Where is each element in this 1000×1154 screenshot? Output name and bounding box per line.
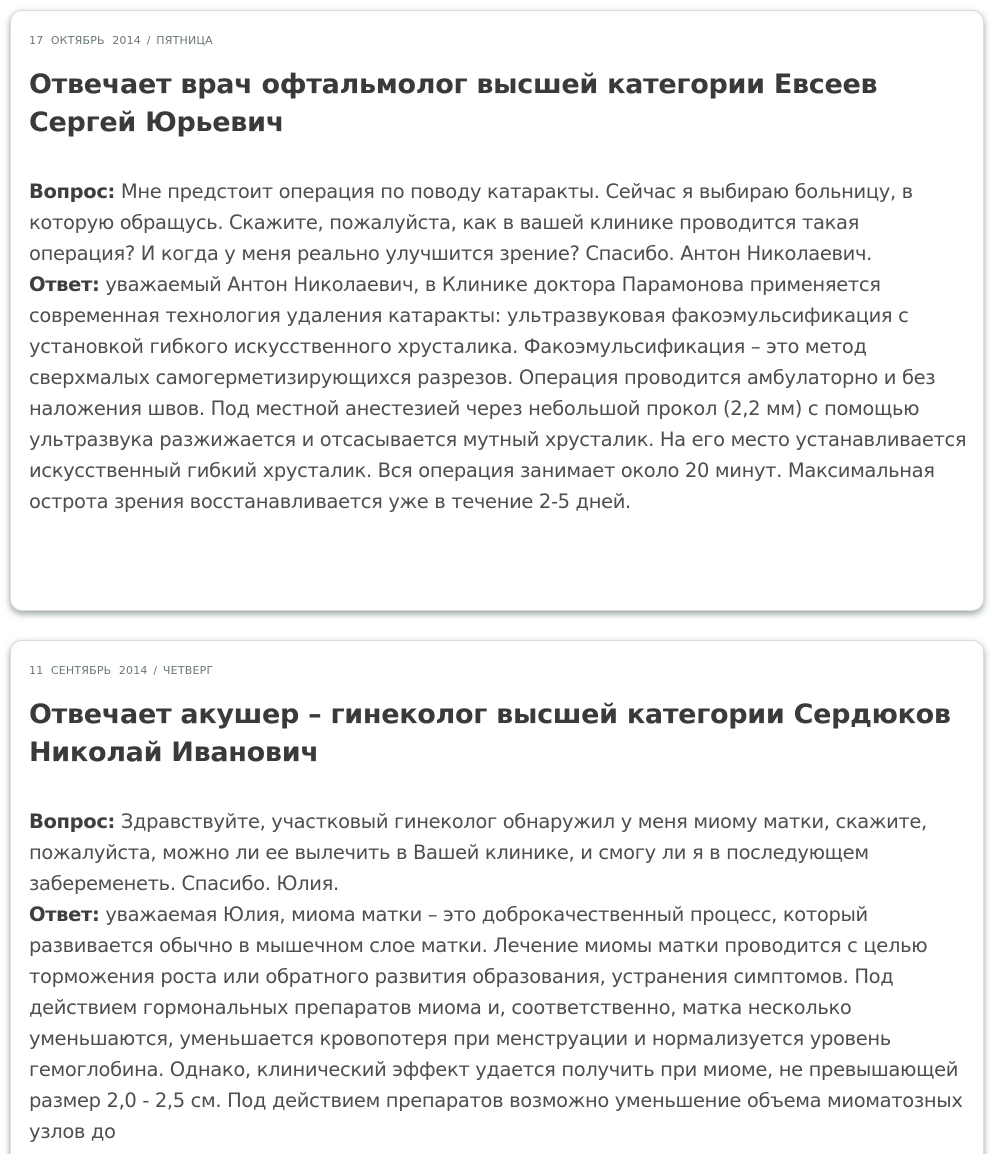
post-title: Отвечает акушер – гинеколог высшей категории Сердюков Николай Иванович: [29, 699, 951, 768]
question-paragraph: [29, 176, 967, 269]
answer-paragraph: [29, 269, 967, 517]
post-body: [29, 806, 967, 1147]
date-weekday: ПЯТНИЦА: [156, 34, 213, 47]
qa-card: [10, 640, 984, 1154]
post-date: [29, 33, 967, 49]
answer-label: Ответ:: [29, 903, 100, 926]
answer-label: Ответ:: [29, 273, 100, 296]
post-body: [29, 176, 967, 517]
question-text: Мне предстоит операция по поводу катаракты. Сейчас я выбираю больницу, в которую обращусь. Скажите, пожалуйста, как в вашей клинике проводится такая операция? И когда у меня реально улучшится зрение? Спасибо. Антон Николаевич.: [29, 180, 913, 265]
question-label: Вопрос:: [29, 180, 115, 203]
question-label: Вопрос:: [29, 810, 115, 833]
answer-paragraph: [29, 899, 967, 1147]
date-weekday: ЧЕТВЕРГ: [162, 664, 214, 677]
date-day: 11: [29, 664, 44, 677]
qa-card: [10, 10, 984, 611]
date-month: СЕНТЯБРЬ: [50, 664, 112, 677]
date-day: 17: [29, 34, 44, 47]
date-year: 2014: [118, 664, 148, 677]
question-paragraph: [29, 806, 967, 899]
date-separator: /: [153, 664, 158, 677]
post-date: [29, 663, 967, 679]
question-text: Здравствуйте, участковый гинеколог обнаружил у меня миому матки, скажите, пожалуйста, можно ли ее вылечить в Вашей клинике, и смогу ли я в последующем забеременеть. Спасибо. Юлия.: [29, 810, 927, 895]
date-month: ОКТЯБРЬ: [50, 34, 105, 47]
date-year: 2014: [112, 34, 141, 47]
answer-text: уважаемый Антон Николаевич, в Клинике доктора Парамонова применяется современная технология удаления катаракты: ультразвуковая факоэмульсификация с установкой гибкого искусственного хрусталика. Факоэмульсификация – это метод сверхмалых самогерметизирующихся разрезов. Операция проводится амбулаторно и без наложения швов. Под местной анестезией через небольшой прокол (2,2 мм) с помощью ультразвука разжижается и отсасывается мутный хрусталик. На его место устанавливается искусственный гибкий хрусталик. Вся операция занимает около 20 минут. Максимальная острота зрения восстанавливается уже в течение 2-5 дней.: [29, 273, 967, 513]
date-separator: /: [146, 34, 151, 47]
answer-text: уважаемая Юлия, миома матки – это доброкачественный процесс, который развивается обычно в мышечном слое матки. Лечение миомы матки проводится с целью торможения роста или обратного развития образования, устранения симптомов. Под действием гормональных препаратов миома и, соответственно, матка несколько уменьшаются, уменьшается кровопотеря при менструации и нормализуется уровень гемоглобина. Однако, клинический эффект удается получить при миоме, не превышающей размер 2,0 - 2,5 см. Под действием препаратов возможно уменьшение объема миоматозных узлов до: [29, 903, 963, 1143]
post-title: Отвечает врач офтальмолог высшей категории Евсеев Сергей Юрьевич: [29, 69, 878, 138]
